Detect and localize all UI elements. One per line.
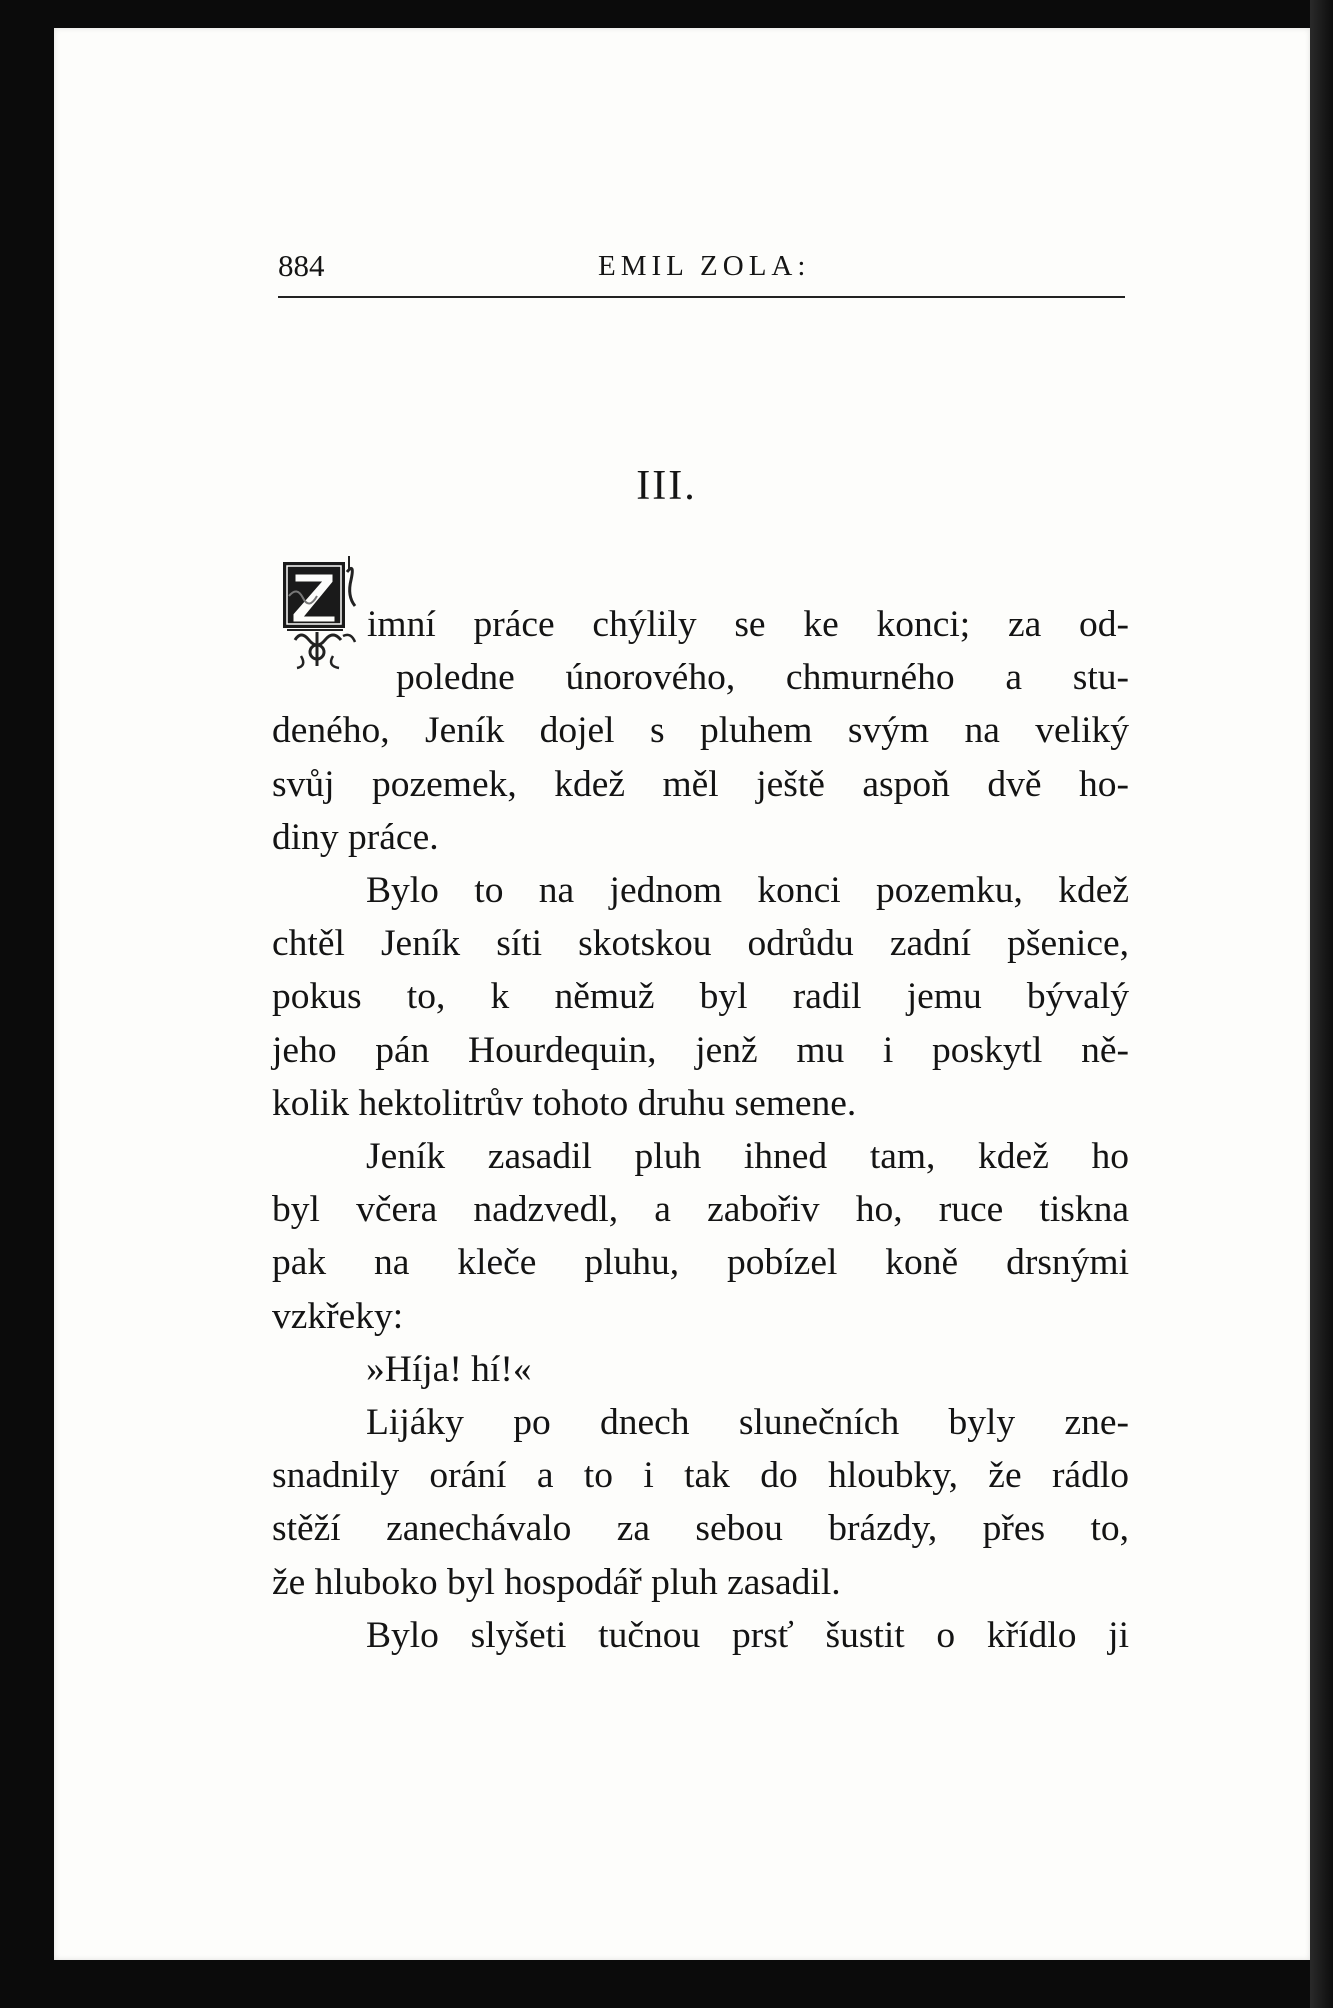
chapter-heading: III. [636, 463, 697, 509]
text-line: jeho pán Hourdequin, jenž mu i poskytl ně- [272, 1029, 1129, 1071]
text-line: pak na kleče pluhu, pobízel koně drsnými [272, 1242, 1129, 1284]
text-line: vzkřeky: [272, 1295, 404, 1337]
text-line: stěží zanechávalo za sebou brázdy, přes to, [272, 1508, 1129, 1550]
running-title: EMIL ZOLA: [598, 250, 811, 282]
page-number: 884 [278, 248, 325, 283]
text-line: chtěl Jeník síti skotskou odrůdu zadní pšenice, [272, 923, 1129, 965]
text-line: kolik hektolitrův tohoto druhu semene. [272, 1082, 857, 1124]
header-rule [278, 296, 1125, 298]
text-line: imní práce chýlily se ke konci; za od- [367, 604, 1129, 645]
scan-edge [1310, 0, 1333, 2008]
text-line: že hluboko byl hospodář pluh zasadil. [272, 1561, 841, 1603]
text-line: Jeník zasadil pluh ihned tam, kdež ho [366, 1136, 1129, 1178]
body-text [272, 598, 1129, 1662]
text-line: byl včera nadzvedl, a zabořiv ho, ruce tiskna [272, 1189, 1129, 1231]
text-line: Bylo to na jednom konci pozemku, kdež [366, 870, 1129, 912]
text-line: snadnily orání a to i tak do hloubky, že rádlo [272, 1455, 1129, 1497]
text-line: Lijáky po dnech slunečních byly zne- [366, 1402, 1129, 1444]
text-line: svůj pozemek, kdež měl ještě aspoň dvě ho- [272, 763, 1129, 805]
text-line: deného, Jeník dojel s pluhem svým na veliký [272, 710, 1129, 752]
text-line: poledne únorového, chmurného a stu- [396, 657, 1129, 699]
text-line: »Híja! hí!« [366, 1348, 532, 1390]
text-line: diny práce. [272, 816, 439, 858]
text-line: pokus to, k němuž byl radil jemu bývalý [272, 976, 1129, 1018]
page-header [278, 248, 1125, 288]
text-line: Bylo slyšeti tučnou prsť šustit o křídlo ji [366, 1614, 1129, 1656]
